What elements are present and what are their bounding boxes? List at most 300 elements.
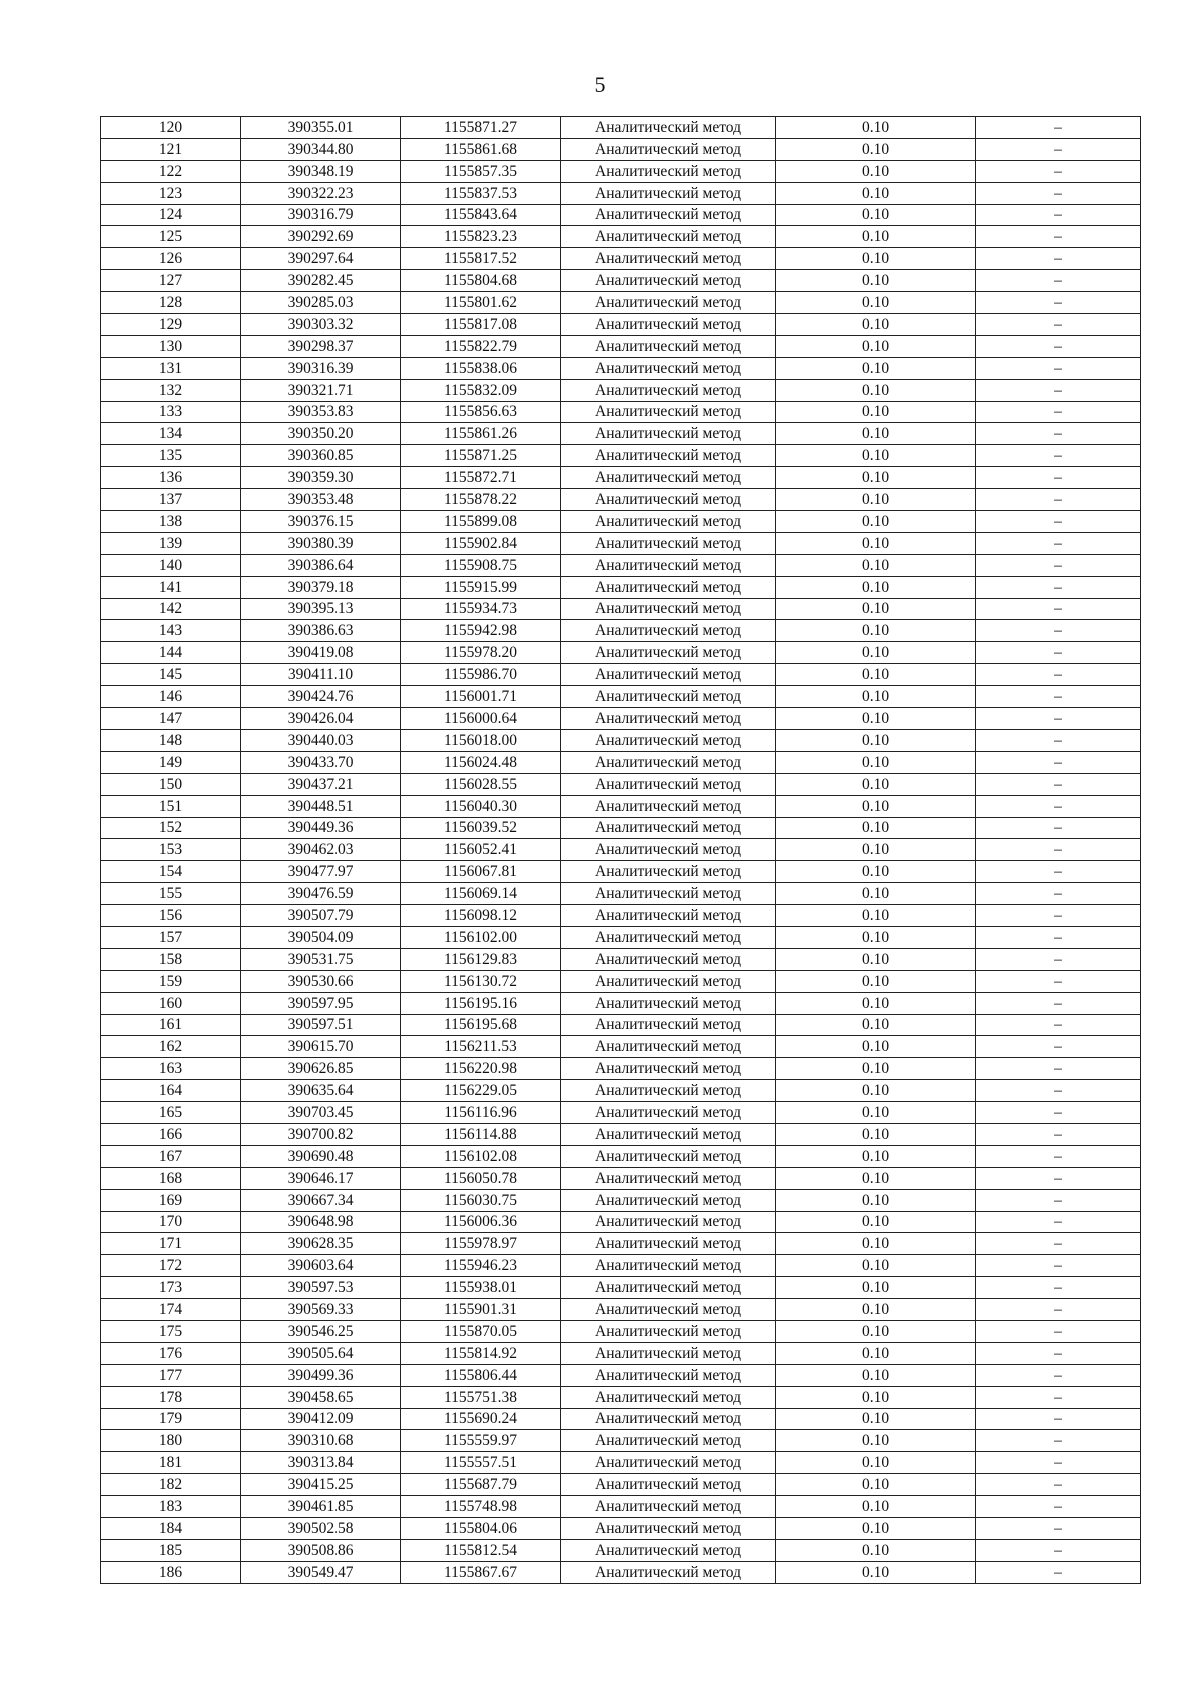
table-row xyxy=(101,970,1141,992)
note-cell: – xyxy=(976,1211,1141,1233)
point-number-cell: 184 xyxy=(101,1518,241,1540)
y-coordinate-cell: 1155934.73 xyxy=(401,598,561,620)
table-row xyxy=(101,1320,1141,1342)
table-row xyxy=(101,532,1141,554)
y-coordinate-cell: 1155832.09 xyxy=(401,379,561,401)
table-row xyxy=(101,401,1141,423)
method-cell: Аналитический метод xyxy=(561,970,776,992)
x-coordinate-cell: 390348.19 xyxy=(241,160,401,182)
x-coordinate-cell: 390703.45 xyxy=(241,1102,401,1124)
method-cell: Аналитический метод xyxy=(561,1211,776,1233)
table-row xyxy=(101,1102,1141,1124)
point-number-cell: 178 xyxy=(101,1386,241,1408)
point-number-cell: 170 xyxy=(101,1211,241,1233)
accuracy-cell: 0.10 xyxy=(776,1320,976,1342)
method-cell: Аналитический метод xyxy=(561,335,776,357)
note-cell: – xyxy=(976,1408,1141,1430)
table-row xyxy=(101,226,1141,248)
note-cell: – xyxy=(976,1123,1141,1145)
table-row xyxy=(101,489,1141,511)
point-number-cell: 180 xyxy=(101,1430,241,1452)
accuracy-cell: 0.10 xyxy=(776,664,976,686)
note-cell: – xyxy=(976,795,1141,817)
y-coordinate-cell: 1156129.83 xyxy=(401,948,561,970)
y-coordinate-cell: 1156116.96 xyxy=(401,1102,561,1124)
y-coordinate-cell: 1156102.08 xyxy=(401,1145,561,1167)
x-coordinate-cell: 390549.47 xyxy=(241,1561,401,1583)
point-number-cell: 120 xyxy=(101,117,241,139)
y-coordinate-cell: 1156024.48 xyxy=(401,751,561,773)
table-row xyxy=(101,642,1141,664)
x-coordinate-cell: 390690.48 xyxy=(241,1145,401,1167)
table-row xyxy=(101,314,1141,336)
method-cell: Аналитический метод xyxy=(561,270,776,292)
method-cell: Аналитический метод xyxy=(561,1058,776,1080)
note-cell: – xyxy=(976,708,1141,730)
table-row xyxy=(101,1277,1141,1299)
accuracy-cell: 0.10 xyxy=(776,795,976,817)
note-cell: – xyxy=(976,1255,1141,1277)
accuracy-cell: 0.10 xyxy=(776,1058,976,1080)
x-coordinate-cell: 390386.63 xyxy=(241,620,401,642)
accuracy-cell: 0.10 xyxy=(776,1145,976,1167)
point-number-cell: 150 xyxy=(101,773,241,795)
note-cell: – xyxy=(976,1036,1141,1058)
accuracy-cell: 0.10 xyxy=(776,1430,976,1452)
table-row xyxy=(101,1014,1141,1036)
method-cell: Аналитический метод xyxy=(561,1189,776,1211)
point-number-cell: 175 xyxy=(101,1320,241,1342)
y-coordinate-cell: 1155986.70 xyxy=(401,664,561,686)
point-number-cell: 162 xyxy=(101,1036,241,1058)
x-coordinate-cell: 390282.45 xyxy=(241,270,401,292)
accuracy-cell: 0.10 xyxy=(776,642,976,664)
note-cell: – xyxy=(976,1561,1141,1583)
x-coordinate-cell: 390322.23 xyxy=(241,182,401,204)
table-row xyxy=(101,817,1141,839)
accuracy-cell: 0.10 xyxy=(776,1233,976,1255)
note-cell: – xyxy=(976,1233,1141,1255)
method-cell: Аналитический метод xyxy=(561,883,776,905)
method-cell: Аналитический метод xyxy=(561,204,776,226)
method-cell: Аналитический метод xyxy=(561,226,776,248)
table-row xyxy=(101,686,1141,708)
method-cell: Аналитический метод xyxy=(561,160,776,182)
x-coordinate-cell: 390316.39 xyxy=(241,357,401,379)
x-coordinate-cell: 390316.79 xyxy=(241,204,401,226)
y-coordinate-cell: 1156098.12 xyxy=(401,905,561,927)
accuracy-cell: 0.10 xyxy=(776,1167,976,1189)
y-coordinate-cell: 1156220.98 xyxy=(401,1058,561,1080)
page-number: 5 xyxy=(594,72,606,97)
method-cell: Аналитический метод xyxy=(561,839,776,861)
y-coordinate-cell: 1155814.92 xyxy=(401,1342,561,1364)
accuracy-cell: 0.10 xyxy=(776,401,976,423)
note-cell: – xyxy=(976,314,1141,336)
y-coordinate-cell: 1156000.64 xyxy=(401,708,561,730)
table-row xyxy=(101,598,1141,620)
x-coordinate-cell: 390476.59 xyxy=(241,883,401,905)
point-number-cell: 153 xyxy=(101,839,241,861)
accuracy-cell: 0.10 xyxy=(776,226,976,248)
method-cell: Аналитический метод xyxy=(561,1233,776,1255)
y-coordinate-cell: 1156018.00 xyxy=(401,729,561,751)
point-number-cell: 133 xyxy=(101,401,241,423)
accuracy-cell: 0.10 xyxy=(776,1474,976,1496)
table-row xyxy=(101,248,1141,270)
table-row xyxy=(101,1233,1141,1255)
y-coordinate-cell: 1155871.25 xyxy=(401,445,561,467)
table-row xyxy=(101,1452,1141,1474)
x-coordinate-cell: 390635.64 xyxy=(241,1080,401,1102)
x-coordinate-cell: 390615.70 xyxy=(241,1036,401,1058)
x-coordinate-cell: 390628.35 xyxy=(241,1233,401,1255)
method-cell: Аналитический метод xyxy=(561,379,776,401)
note-cell: – xyxy=(976,138,1141,160)
method-cell: Аналитический метод xyxy=(561,1167,776,1189)
point-number-cell: 163 xyxy=(101,1058,241,1080)
y-coordinate-cell: 1156130.72 xyxy=(401,970,561,992)
note-cell: – xyxy=(976,1474,1141,1496)
note-cell: – xyxy=(976,839,1141,861)
x-coordinate-cell: 390285.03 xyxy=(241,292,401,314)
x-coordinate-cell: 390303.32 xyxy=(241,314,401,336)
table-row xyxy=(101,905,1141,927)
method-cell: Аналитический метод xyxy=(561,1342,776,1364)
note-cell: – xyxy=(976,1518,1141,1540)
table-row xyxy=(101,423,1141,445)
x-coordinate-cell: 390461.85 xyxy=(241,1496,401,1518)
accuracy-cell: 0.10 xyxy=(776,729,976,751)
y-coordinate-cell: 1155901.31 xyxy=(401,1299,561,1321)
table-row xyxy=(101,1189,1141,1211)
note-cell: – xyxy=(976,248,1141,270)
method-cell: Аналитический метод xyxy=(561,1145,776,1167)
x-coordinate-cell: 390700.82 xyxy=(241,1123,401,1145)
x-coordinate-cell: 390462.03 xyxy=(241,839,401,861)
method-cell: Аналитический метод xyxy=(561,248,776,270)
accuracy-cell: 0.10 xyxy=(776,314,976,336)
point-number-cell: 125 xyxy=(101,226,241,248)
x-coordinate-cell: 390433.70 xyxy=(241,751,401,773)
x-coordinate-cell: 390376.15 xyxy=(241,511,401,533)
table-row xyxy=(101,1123,1141,1145)
note-cell: – xyxy=(976,226,1141,248)
note-cell: – xyxy=(976,642,1141,664)
accuracy-cell: 0.10 xyxy=(776,970,976,992)
note-cell: – xyxy=(976,423,1141,445)
note-cell: – xyxy=(976,1189,1141,1211)
y-coordinate-cell: 1155812.54 xyxy=(401,1539,561,1561)
point-number-cell: 160 xyxy=(101,992,241,1014)
accuracy-cell: 0.10 xyxy=(776,905,976,927)
note-cell: – xyxy=(976,1014,1141,1036)
accuracy-cell: 0.10 xyxy=(776,1452,976,1474)
note-cell: – xyxy=(976,1102,1141,1124)
method-cell: Аналитический метод xyxy=(561,138,776,160)
point-number-cell: 174 xyxy=(101,1299,241,1321)
accuracy-cell: 0.10 xyxy=(776,532,976,554)
point-number-cell: 142 xyxy=(101,598,241,620)
table-row xyxy=(101,664,1141,686)
method-cell: Аналитический метод xyxy=(561,532,776,554)
y-coordinate-cell: 1155942.98 xyxy=(401,620,561,642)
point-number-cell: 185 xyxy=(101,1539,241,1561)
accuracy-cell: 0.10 xyxy=(776,948,976,970)
point-number-cell: 186 xyxy=(101,1561,241,1583)
method-cell: Аналитический метод xyxy=(561,576,776,598)
method-cell: Аналитический метод xyxy=(561,1496,776,1518)
y-coordinate-cell: 1156006.36 xyxy=(401,1211,561,1233)
table-row xyxy=(101,1167,1141,1189)
point-number-cell: 139 xyxy=(101,532,241,554)
method-cell: Аналитический метод xyxy=(561,1452,776,1474)
method-cell: Аналитический метод xyxy=(561,489,776,511)
accuracy-cell: 0.10 xyxy=(776,751,976,773)
y-coordinate-cell: 1156040.30 xyxy=(401,795,561,817)
accuracy-cell: 0.10 xyxy=(776,1561,976,1583)
method-cell: Аналитический метод xyxy=(561,1474,776,1496)
x-coordinate-cell: 390419.08 xyxy=(241,642,401,664)
coordinates-table-body xyxy=(101,117,1141,1584)
x-coordinate-cell: 390355.01 xyxy=(241,117,401,139)
accuracy-cell: 0.10 xyxy=(776,1255,976,1277)
point-number-cell: 122 xyxy=(101,160,241,182)
accuracy-cell: 0.10 xyxy=(776,773,976,795)
x-coordinate-cell: 390505.64 xyxy=(241,1342,401,1364)
table-row xyxy=(101,1561,1141,1583)
x-coordinate-cell: 390597.51 xyxy=(241,1014,401,1036)
method-cell: Аналитический метод xyxy=(561,445,776,467)
point-number-cell: 181 xyxy=(101,1452,241,1474)
point-number-cell: 168 xyxy=(101,1167,241,1189)
x-coordinate-cell: 390499.36 xyxy=(241,1364,401,1386)
table-row xyxy=(101,357,1141,379)
y-coordinate-cell: 1156114.88 xyxy=(401,1123,561,1145)
x-coordinate-cell: 390350.20 xyxy=(241,423,401,445)
y-coordinate-cell: 1155837.53 xyxy=(401,182,561,204)
accuracy-cell: 0.10 xyxy=(776,1496,976,1518)
note-cell: – xyxy=(976,445,1141,467)
method-cell: Аналитический метод xyxy=(561,1408,776,1430)
table-row xyxy=(101,117,1141,139)
y-coordinate-cell: 1155946.23 xyxy=(401,1255,561,1277)
method-cell: Аналитический метод xyxy=(561,1255,776,1277)
y-coordinate-cell: 1156001.71 xyxy=(401,686,561,708)
note-cell: – xyxy=(976,401,1141,423)
x-coordinate-cell: 390310.68 xyxy=(241,1430,401,1452)
y-coordinate-cell: 1155857.35 xyxy=(401,160,561,182)
note-cell: – xyxy=(976,1496,1141,1518)
x-coordinate-cell: 390353.48 xyxy=(241,489,401,511)
note-cell: – xyxy=(976,292,1141,314)
y-coordinate-cell: 1155748.98 xyxy=(401,1496,561,1518)
table-row xyxy=(101,708,1141,730)
note-cell: – xyxy=(976,1167,1141,1189)
accuracy-cell: 0.10 xyxy=(776,620,976,642)
x-coordinate-cell: 390386.64 xyxy=(241,554,401,576)
accuracy-cell: 0.10 xyxy=(776,576,976,598)
point-number-cell: 164 xyxy=(101,1080,241,1102)
accuracy-cell: 0.10 xyxy=(776,1080,976,1102)
point-number-cell: 137 xyxy=(101,489,241,511)
x-coordinate-cell: 390646.17 xyxy=(241,1167,401,1189)
note-cell: – xyxy=(976,620,1141,642)
accuracy-cell: 0.10 xyxy=(776,554,976,576)
accuracy-cell: 0.10 xyxy=(776,248,976,270)
method-cell: Аналитический метод xyxy=(561,1320,776,1342)
point-number-cell: 169 xyxy=(101,1189,241,1211)
point-number-cell: 172 xyxy=(101,1255,241,1277)
accuracy-cell: 0.10 xyxy=(776,686,976,708)
method-cell: Аналитический метод xyxy=(561,117,776,139)
method-cell: Аналитический метод xyxy=(561,1299,776,1321)
method-cell: Аналитический метод xyxy=(561,686,776,708)
method-cell: Аналитический метод xyxy=(561,751,776,773)
table-row xyxy=(101,138,1141,160)
note-cell: – xyxy=(976,1320,1141,1342)
y-coordinate-cell: 1156102.00 xyxy=(401,926,561,948)
table-row xyxy=(101,1518,1141,1540)
table-row xyxy=(101,1496,1141,1518)
x-coordinate-cell: 390448.51 xyxy=(241,795,401,817)
table-row xyxy=(101,1211,1141,1233)
method-cell: Аналитический метод xyxy=(561,423,776,445)
x-coordinate-cell: 390437.21 xyxy=(241,773,401,795)
point-number-cell: 158 xyxy=(101,948,241,970)
y-coordinate-cell: 1155559.97 xyxy=(401,1430,561,1452)
accuracy-cell: 0.10 xyxy=(776,839,976,861)
method-cell: Аналитический метод xyxy=(561,817,776,839)
accuracy-cell: 0.10 xyxy=(776,1539,976,1561)
method-cell: Аналитический метод xyxy=(561,664,776,686)
x-coordinate-cell: 390426.04 xyxy=(241,708,401,730)
note-cell: – xyxy=(976,948,1141,970)
x-coordinate-cell: 390297.64 xyxy=(241,248,401,270)
y-coordinate-cell: 1155871.27 xyxy=(401,117,561,139)
note-cell: – xyxy=(976,182,1141,204)
accuracy-cell: 0.10 xyxy=(776,1102,976,1124)
table-row xyxy=(101,1145,1141,1167)
accuracy-cell: 0.10 xyxy=(776,992,976,1014)
x-coordinate-cell: 390415.25 xyxy=(241,1474,401,1496)
y-coordinate-cell: 1156028.55 xyxy=(401,773,561,795)
point-number-cell: 183 xyxy=(101,1496,241,1518)
y-coordinate-cell: 1156052.41 xyxy=(401,839,561,861)
note-cell: – xyxy=(976,817,1141,839)
accuracy-cell: 0.10 xyxy=(776,445,976,467)
accuracy-cell: 0.10 xyxy=(776,1277,976,1299)
point-number-cell: 136 xyxy=(101,467,241,489)
note-cell: – xyxy=(976,554,1141,576)
point-number-cell: 147 xyxy=(101,708,241,730)
method-cell: Аналитический метод xyxy=(561,905,776,927)
note-cell: – xyxy=(976,1539,1141,1561)
point-number-cell: 130 xyxy=(101,335,241,357)
table-row xyxy=(101,948,1141,970)
note-cell: – xyxy=(976,511,1141,533)
method-cell: Аналитический метод xyxy=(561,467,776,489)
accuracy-cell: 0.10 xyxy=(776,883,976,905)
method-cell: Аналитический метод xyxy=(561,1364,776,1386)
accuracy-cell: 0.10 xyxy=(776,335,976,357)
note-cell: – xyxy=(976,773,1141,795)
y-coordinate-cell: 1155978.20 xyxy=(401,642,561,664)
accuracy-cell: 0.10 xyxy=(776,489,976,511)
accuracy-cell: 0.10 xyxy=(776,1518,976,1540)
y-coordinate-cell: 1155817.52 xyxy=(401,248,561,270)
note-cell: – xyxy=(976,467,1141,489)
point-number-cell: 167 xyxy=(101,1145,241,1167)
y-coordinate-cell: 1155804.06 xyxy=(401,1518,561,1540)
y-coordinate-cell: 1156067.81 xyxy=(401,861,561,883)
method-cell: Аналитический метод xyxy=(561,773,776,795)
method-cell: Аналитический метод xyxy=(561,1386,776,1408)
table-row xyxy=(101,729,1141,751)
method-cell: Аналитический метод xyxy=(561,795,776,817)
table-row xyxy=(101,1474,1141,1496)
note-cell: – xyxy=(976,1342,1141,1364)
point-number-cell: 177 xyxy=(101,1364,241,1386)
note-cell: – xyxy=(976,1058,1141,1080)
method-cell: Аналитический метод xyxy=(561,992,776,1014)
x-coordinate-cell: 390353.83 xyxy=(241,401,401,423)
y-coordinate-cell: 1155687.79 xyxy=(401,1474,561,1496)
table-row xyxy=(101,883,1141,905)
method-cell: Аналитический метод xyxy=(561,861,776,883)
table-row xyxy=(101,1080,1141,1102)
point-number-cell: 128 xyxy=(101,292,241,314)
y-coordinate-cell: 1156195.16 xyxy=(401,992,561,1014)
method-cell: Аналитический метод xyxy=(561,1430,776,1452)
y-coordinate-cell: 1155856.63 xyxy=(401,401,561,423)
point-number-cell: 157 xyxy=(101,926,241,948)
x-coordinate-cell: 390298.37 xyxy=(241,335,401,357)
x-coordinate-cell: 390380.39 xyxy=(241,532,401,554)
x-coordinate-cell: 390313.84 xyxy=(241,1452,401,1474)
point-number-cell: 173 xyxy=(101,1277,241,1299)
accuracy-cell: 0.10 xyxy=(776,182,976,204)
y-coordinate-cell: 1155915.99 xyxy=(401,576,561,598)
note-cell: – xyxy=(976,1452,1141,1474)
y-coordinate-cell: 1155690.24 xyxy=(401,1408,561,1430)
accuracy-cell: 0.10 xyxy=(776,423,976,445)
point-number-cell: 165 xyxy=(101,1102,241,1124)
note-cell: – xyxy=(976,926,1141,948)
y-coordinate-cell: 1156030.75 xyxy=(401,1189,561,1211)
accuracy-cell: 0.10 xyxy=(776,1342,976,1364)
y-coordinate-cell: 1156211.53 xyxy=(401,1036,561,1058)
point-number-cell: 148 xyxy=(101,729,241,751)
note-cell: – xyxy=(976,160,1141,182)
method-cell: Аналитический метод xyxy=(561,1123,776,1145)
point-number-cell: 132 xyxy=(101,379,241,401)
y-coordinate-cell: 1156229.05 xyxy=(401,1080,561,1102)
method-cell: Аналитический метод xyxy=(561,1518,776,1540)
table-row xyxy=(101,1299,1141,1321)
accuracy-cell: 0.10 xyxy=(776,117,976,139)
table-row xyxy=(101,292,1141,314)
method-cell: Аналитический метод xyxy=(561,948,776,970)
x-coordinate-cell: 390360.85 xyxy=(241,445,401,467)
method-cell: Аналитический метод xyxy=(561,729,776,751)
method-cell: Аналитический метод xyxy=(561,598,776,620)
table-row xyxy=(101,1058,1141,1080)
point-number-cell: 124 xyxy=(101,204,241,226)
point-number-cell: 127 xyxy=(101,270,241,292)
method-cell: Аналитический метод xyxy=(561,1561,776,1583)
note-cell: – xyxy=(976,576,1141,598)
